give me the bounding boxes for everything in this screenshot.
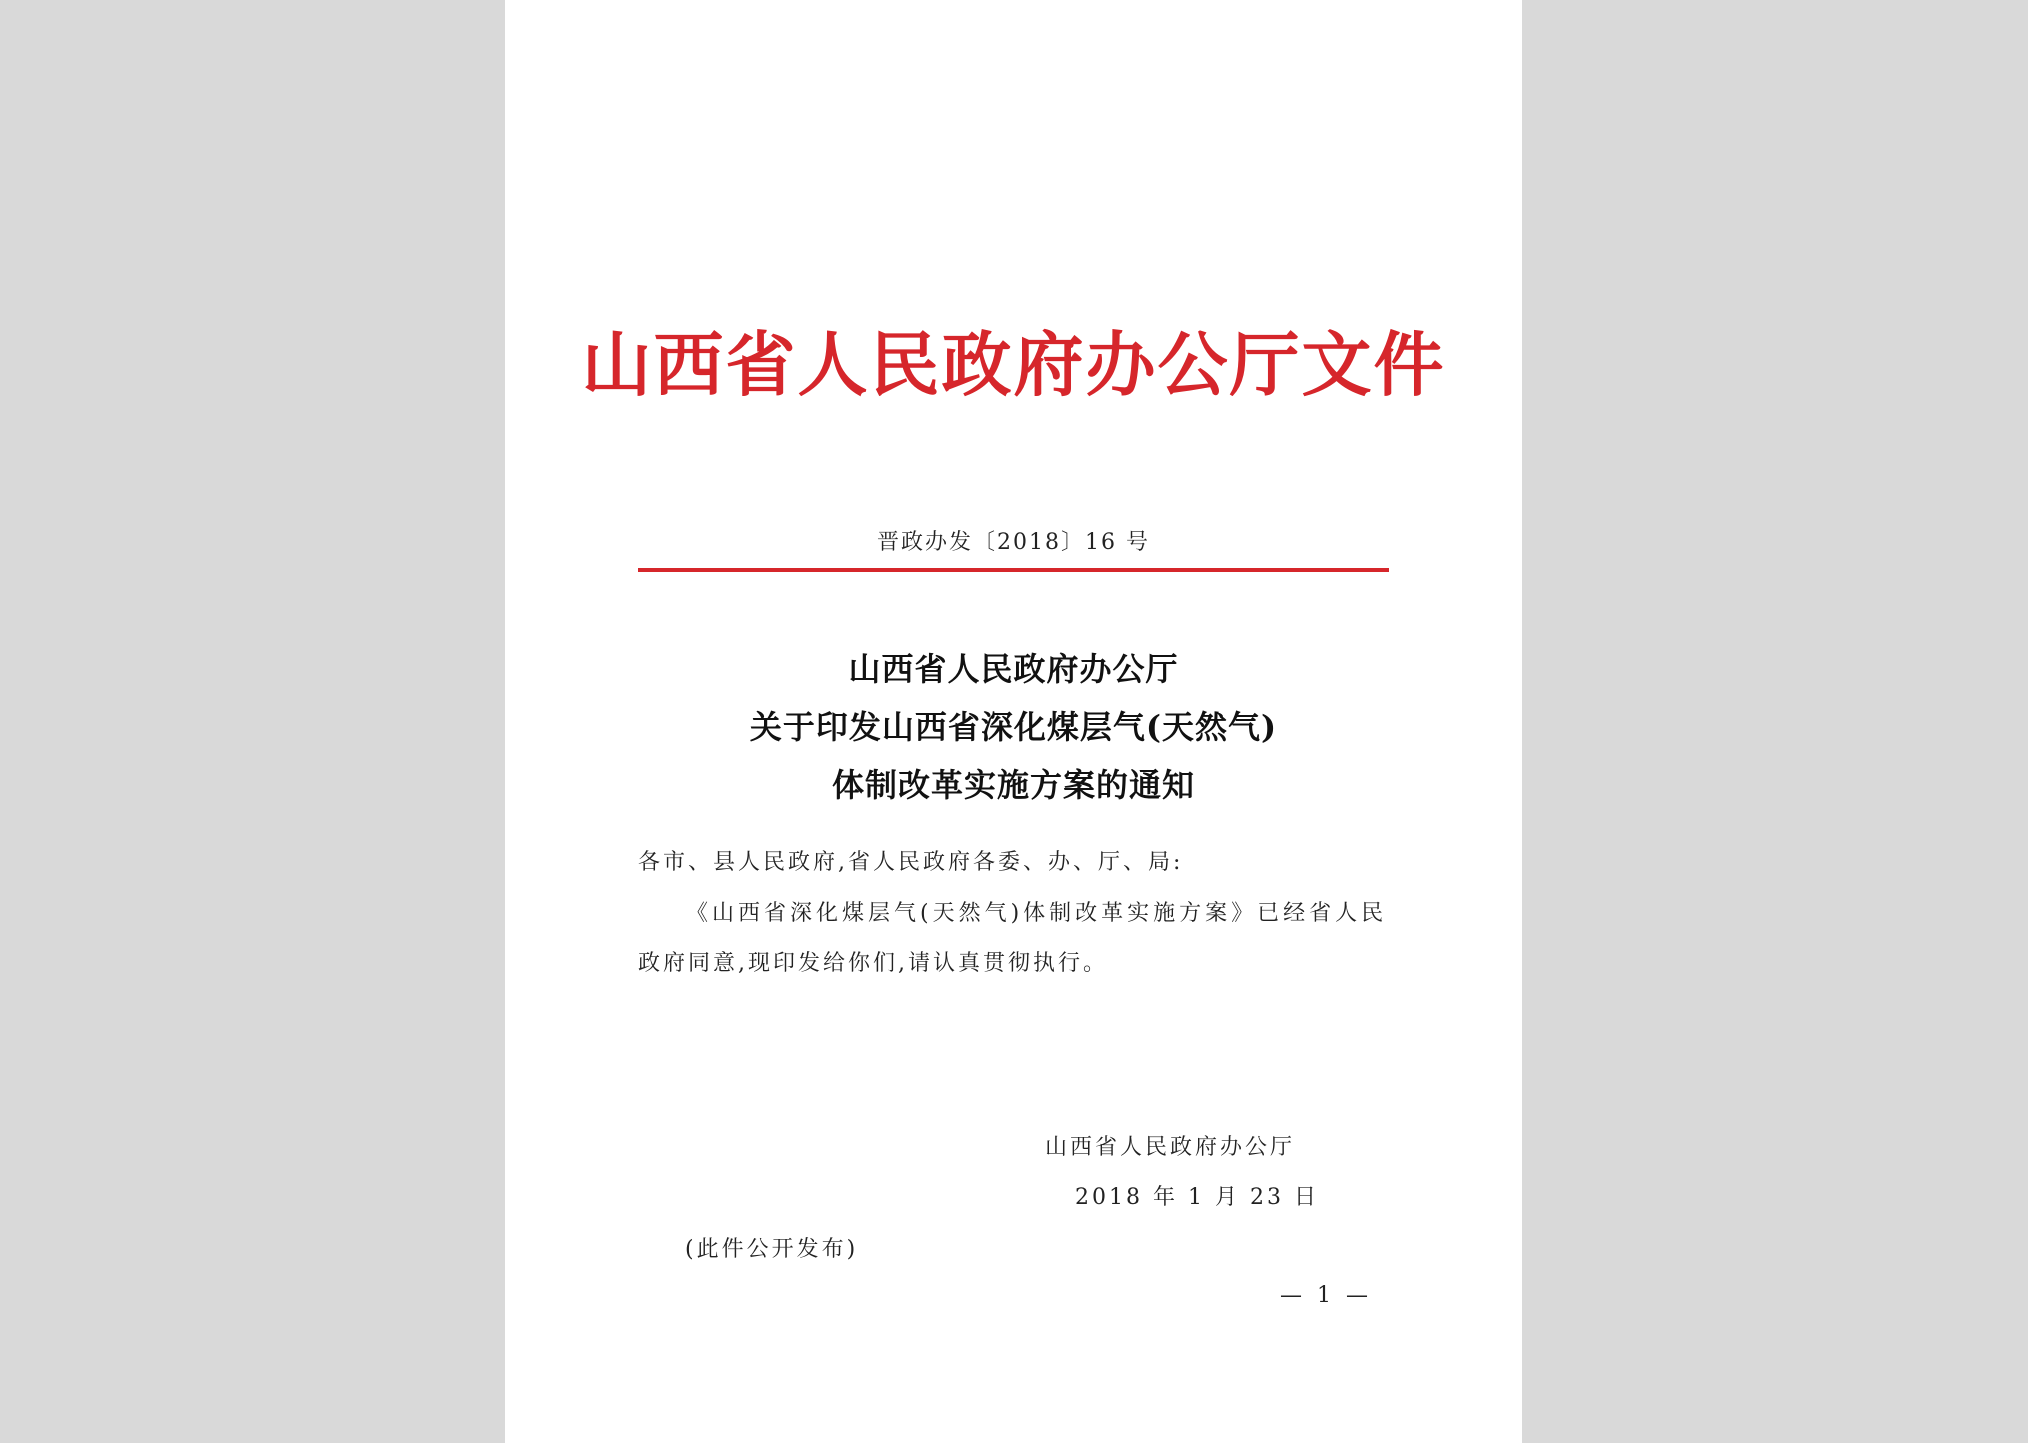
title-line-1: 山西省人民政府办公厅 bbox=[848, 650, 1179, 688]
title-line-3: 体制改革实施方案的通知 bbox=[831, 766, 1195, 804]
issuer-signature: 山西省人民政府办公厅 bbox=[1045, 1135, 1296, 1160]
addressee: 各市、县人民政府,省人民政府各委、办、厅、局: bbox=[638, 850, 1184, 875]
red-separator-line bbox=[638, 568, 1389, 572]
document-title bbox=[505, 640, 1522, 814]
body-paragraph-line-1: 《山西省深化煤层气(天然气)体制改革实施方案》已经省人民 bbox=[686, 901, 1388, 926]
title-line-2: 关于印发山西省深化煤层气(天然气) bbox=[749, 708, 1278, 746]
document-page bbox=[505, 0, 1522, 1443]
document-number: 晋政办发〔2018〕16 号 bbox=[877, 530, 1150, 555]
public-release-note: (此件公开发布) bbox=[685, 1237, 859, 1262]
document-masthead: 山西省人民政府办公厅文件 bbox=[581, 323, 1446, 406]
body-paragraph-line-2: 政府同意,现印发给你们,请认真贯彻执行。 bbox=[638, 951, 1108, 976]
page-number: — 1 — bbox=[1280, 1283, 1372, 1308]
issue-date: 2018 年 1 月 23 日 bbox=[1075, 1185, 1319, 1210]
